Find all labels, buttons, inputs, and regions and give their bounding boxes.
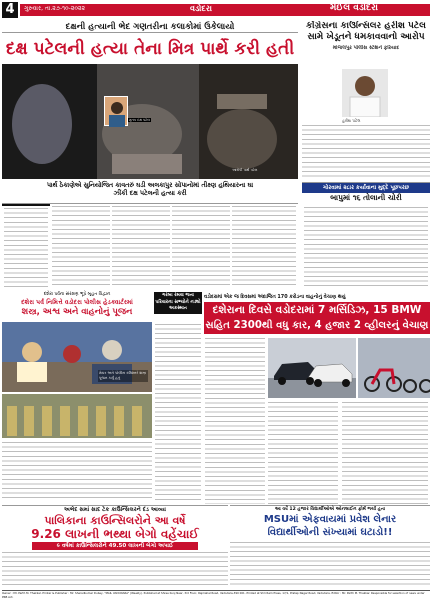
- story2-box: [302, 21, 430, 181]
- story5-box-label: ગરબા રમવા જતા પરિવારના સભ્યોને નડ્યો અકસ્માત: [154, 292, 202, 314]
- story4-caption: મેયર અને પોલીસ કમિશ્નરે શસ્ત્ર પૂજન કર્યું હતું: [98, 370, 148, 382]
- edition-name: મેઈલ વડોદરા: [330, 3, 378, 13]
- story5-body-2: [268, 402, 338, 504]
- story7-box: [230, 505, 430, 589]
- story4-headline-1: દશેરા પર્વ નિમિત્તે વડોદરા પોલીસ હેડક્વાર્ટરમાં: [21, 299, 133, 306]
- story5-headline-3: સહિત 2300થી વધુ કાર, 4 હજાર 2 વ્હીલરનું વેચાણ: [205, 320, 429, 331]
- story5-headline-banner: [204, 302, 430, 334]
- story6-box: [2, 505, 228, 589]
- story5-headline-2: દશેરાના દિવસે વડોદરામાં 7 મર્સિડિઝ, 15 BMW: [212, 304, 422, 316]
- politician-photo: [342, 69, 388, 117]
- story1-body-col4: [172, 206, 230, 288]
- story5-headline-1: વડોદરામાં એક જ દિવસમાં અંદાજિત 170 કરોડના વાહનોનું વેચાણ થયું: [204, 294, 346, 300]
- story3-body: [304, 207, 428, 289]
- story5-body-1: [205, 338, 265, 504]
- story5-garba-body: [155, 324, 201, 502]
- story1-kicker: દક્ષની હત્યાની ભેદ ગણતરીના કલાકોમાં ઉકેલાયો: [2, 21, 298, 33]
- story7-headline-2: વિદ્યાર્થીઓની સંખ્યામાં ઘટાડો!!: [267, 527, 393, 538]
- page-number: 4: [2, 2, 18, 18]
- story4-headline-2: શસ્ત્ર, અશ્વ અને વાહનોનું પૂજન: [21, 307, 133, 317]
- story2-headline: કોંગ્રેસના કાઉન્સિલર હરીશ પટેલ સામે ખેડૂતને ધમકાવવાનો આરોપ: [306, 21, 426, 42]
- story5-garba-box: [154, 292, 202, 504]
- story1-body-col2: [52, 206, 110, 288]
- story4-body: [2, 442, 152, 502]
- story2-subhead: માંજલપુર પોલીસ સ્ટેશને ફરિયાદ: [332, 45, 400, 51]
- story1-body-left: [4, 208, 48, 288]
- story1-body-col5: [232, 206, 296, 288]
- story6-kicker: અભેદ સમાં સાદ ટેક કાઉન્સિલરને દંડ આવ્યા: [63, 507, 167, 513]
- story7-headline-1: MSUમાં એફવાયમાં પ્રવેશ લેનાર: [263, 514, 397, 525]
- story6-headline-1: પાલિકાના કાઉન્સિલરોને આ વર્ષે: [44, 514, 186, 527]
- story6-headline-2: 9.26 લાખની ભથ્થા બેગો વહેંચાઈ: [31, 527, 199, 541]
- story6-bar: ૯ વર્ષમાં કાઉન્સિલરોને 49.50 લાખની બેગો અપાઈ: [32, 542, 198, 550]
- story1-headline: દક્ષ પટેલની હત્યા તેના મિત્ર પાર્થે કરી હતી: [5, 39, 295, 59]
- story4-box: [2, 292, 152, 504]
- victim-photo: [104, 96, 128, 126]
- story3-headline: ગોરવામાં ૨૮ાર કર્યાવાના મુદ્દે પૂછપરછ: [302, 183, 430, 193]
- story7-body: [230, 542, 430, 588]
- story2-byline: હરીશ પટેલ: [342, 118, 361, 123]
- story1-body-col3: [112, 206, 170, 288]
- cars-photo: [268, 338, 356, 398]
- imprint-line: Owner : Mr. Parth M. Thakkar. Printer & Publisher : Mr. Sharadkumar Dubey, "MAIL VADODARA" (Weekly). Published at Shree Kunj Near, 3rd Floor, Rajmahal Road, Vadodara-390 001. Printed at Shri Ram Press, 17/1, Pratap Nagar Road, Vadodara. Editor : Mr. Parth M. Thakkar. Responsible for selection of news under PRB Act.: [2, 590, 430, 599]
- masthead: [0, 0, 432, 20]
- story1-subhead: [2, 180, 298, 204]
- officials-photo: [2, 394, 152, 438]
- accused-caption: આરોપી પાર્થ પટેલ: [232, 168, 258, 172]
- story1-body-divider: [2, 204, 50, 206]
- section-name: વડોદરા: [190, 4, 212, 13]
- story6-body: [2, 552, 228, 588]
- issue-date: ગુરુવાર, તા.૨૭-૧૦-૨૦૨૨: [24, 5, 86, 12]
- story5-body-3: [342, 402, 428, 504]
- victim-caption: મૃતક દક્ષ પટેલ: [129, 118, 150, 122]
- story3-subhead: બાપુમાં ૧૬ તોલાની ચોરી: [330, 193, 402, 202]
- story3-box: [302, 182, 430, 292]
- story4-kicker: દશેરા પર્વના સંરક્ષણ ભૂપે બૃહત વિદ્વાન: [43, 292, 111, 297]
- story7-kicker: આ વર્ષે 12 હજાર વિદ્યાર્થીઓએ ઓનલાઈન ફોર્મ ભર્યા હતા: [274, 507, 386, 512]
- bikes-photo: [358, 338, 430, 398]
- story1-subhead-text: પાર્થ ઠેકાણેએ સુનિયોજિત કાવતરું ઘડી અલકાપુર સોપાનોમાં તીક્ષ્ણ હથિયારના ઘા ઝીંકી દક્ષ પટેલની હત્યા કરી: [46, 182, 254, 198]
- story2-body: [302, 125, 430, 179]
